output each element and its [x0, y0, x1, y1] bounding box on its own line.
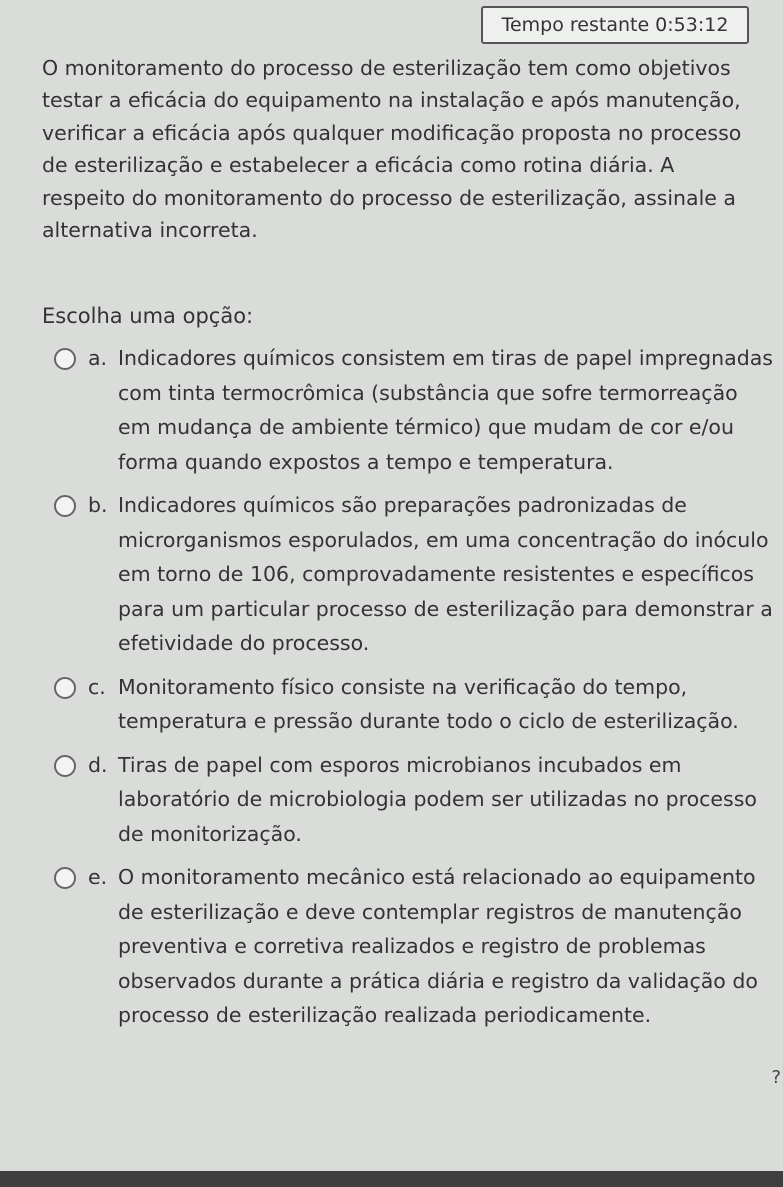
option-c[interactable]: [54, 670, 774, 739]
option-e[interactable]: [54, 860, 774, 1033]
option-b-radio[interactable]: [54, 495, 76, 517]
option-d-letter: d.: [88, 752, 108, 777]
question-text: O monitoramento do processo de esterilização tem como objetivos testar a eficácia do equipamento na instalação e após manutenção, verificar a eficácia após qualquer modificação proposta no processo de esterilização e estabelecer a eficácia como rotina diária. A respeito do monitoramento do processo de esterilização, assinale a alternativa incorreta.: [42, 56, 742, 243]
option-c-text: Monitoramento físico consiste na verificação do tempo, temperatura e pressão durante todo o ciclo de esterilização.: [118, 674, 739, 733]
option-a-radio[interactable]: [54, 348, 76, 370]
time-remaining-box: [481, 6, 749, 44]
option-e-letter: e.: [88, 865, 108, 889]
option-d-text: Tiras de papel com esporos microbianos incubados em laboratório de microbiologia podem ser utilizadas no processo de monitorização.: [118, 752, 757, 846]
option-a[interactable]: [54, 341, 774, 479]
edge-mark: ?: [771, 1067, 781, 1088]
answer-options: [54, 341, 774, 1042]
time-remaining-label: Tempo restante: [501, 14, 650, 36]
option-b-text: Indicadores químicos são preparações padronizadas de microrganismos esporulados, em uma concentração do inóculo em torno de 106, comprovadamente resistentes e específicos para um particular processo de esterilização para demonstrar a efetividade do processo.: [118, 493, 773, 655]
bottom-bar: [0, 1171, 783, 1187]
option-d-radio[interactable]: [54, 755, 76, 777]
option-a-letter: a.: [88, 346, 108, 370]
option-b-letter: b.: [88, 493, 108, 517]
option-b[interactable]: [54, 488, 774, 661]
option-c-radio[interactable]: [54, 677, 76, 699]
option-e-text: O monitoramento mecânico está relacionado ao equipamento de esterilização e deve contemplar registros de manutenção preventiva e corretiva realizados e registro de problemas observados durante a prática diária e registro da validação do processo de esterilização realizada periodicamente.: [118, 865, 758, 1027]
option-a-text: Indicadores químicos consistem em tiras de papel impregnadas com tinta termocrômica (substância que sofre termorreação em mudança de ambiente térmico) que mudam de cor e/ou forma quando expostos a tempo e temperatura.: [118, 346, 773, 474]
option-d[interactable]: [54, 748, 774, 852]
option-e-radio[interactable]: [54, 867, 76, 889]
choice-prompt: Escolha uma opção:: [42, 304, 254, 328]
option-c-letter: c.: [88, 674, 106, 699]
time-remaining-value: 0:53:12: [655, 14, 729, 36]
